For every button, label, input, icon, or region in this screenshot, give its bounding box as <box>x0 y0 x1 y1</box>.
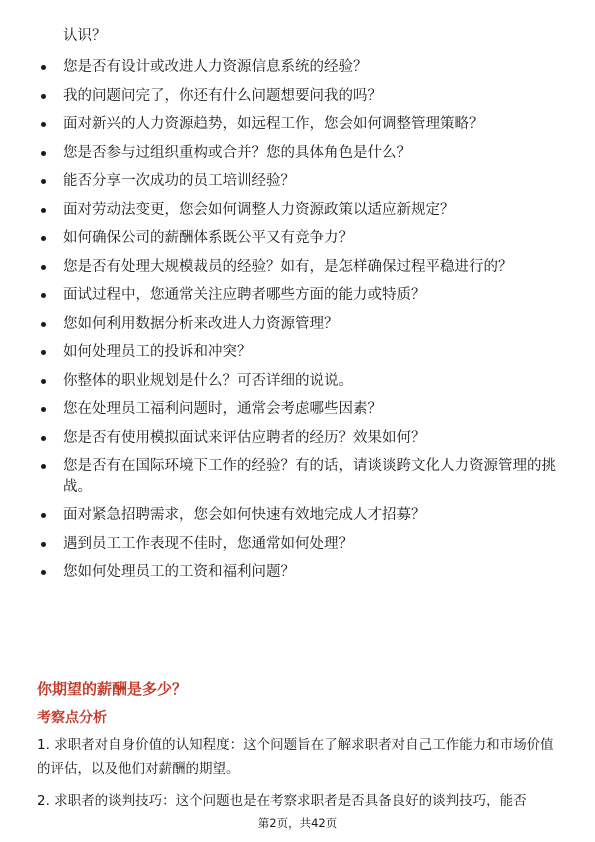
question-text: 您如何利用数据分析来改进人力资源管理？ <box>63 315 339 332</box>
question-list <box>0 57 595 591</box>
bullet-icon <box>41 65 46 70</box>
question-text: 我的问题问完了，你还有什么问题想要问我的吗？ <box>63 87 382 104</box>
bullet-icon <box>41 407 46 412</box>
question-text: 您是否有在国际环境下工作的经验？有的话，请谈谈跨文化人力资源管理的挑战。 <box>63 458 556 495</box>
bullet-icon <box>41 236 46 241</box>
question-text: 面试过程中，您通常关注应聘者哪些方面的能力或特质？ <box>63 287 426 303</box>
question-text: 能否分享一次成功的员工培训经验？ <box>63 173 295 189</box>
analysis-point: 1. 求职者对自身价值的认知程度：这个问题旨在了解求职者对自己工作能力和市场价值的评估，以及他们对薪酬的期望。 <box>37 737 554 777</box>
bullet-icon <box>41 570 46 575</box>
list-item <box>0 428 595 449</box>
question-text: 您如何处理员工的工资和福利问题？ <box>63 564 295 580</box>
list-item <box>0 86 595 107</box>
analysis-title: 考察点分析 <box>37 710 107 726</box>
bullet-icon <box>41 436 46 441</box>
list-item <box>0 57 595 78</box>
bullet-icon <box>41 542 46 547</box>
question-text: 面对紧急招聘需求，您会如何快速有效地完成人才招募？ <box>63 507 426 523</box>
list-item <box>0 285 595 306</box>
list-item <box>0 371 595 392</box>
question-text: 您是否有处理大规模裁员的经验？如有，是怎样确保过程平稳进行的？ <box>63 258 513 275</box>
bullet-icon <box>41 179 46 184</box>
bullet-icon <box>41 94 46 99</box>
question-text: 如何确保公司的薪酬体系既公平又有竞争力？ <box>63 230 353 246</box>
page-footer: 第2页，共42页 <box>257 816 338 830</box>
bullet-icon <box>41 122 46 127</box>
bullet-icon <box>41 513 46 518</box>
list-item <box>0 257 595 278</box>
bullet-icon <box>41 293 46 298</box>
list-item <box>0 399 595 420</box>
section-title: 你期望的薪酬是多少？ <box>37 680 188 698</box>
list-item <box>0 562 595 583</box>
list-item <box>0 342 595 363</box>
list-item <box>0 534 595 555</box>
bullet-icon <box>41 350 46 355</box>
list-item <box>0 114 595 135</box>
list-item <box>0 200 595 221</box>
analysis-point: 2. 求职者的谈判技巧：这个问题也是在考察求职者是否具备良好的谈判技巧，能否 <box>37 793 527 809</box>
bullet-icon <box>41 265 46 270</box>
question-text: 面对新兴的人力资源趋势，如远程工作，您会如何调整管理策略？ <box>63 116 484 132</box>
question-text: 如何处理员工的投诉和冲突？ <box>63 344 252 360</box>
bullet-icon <box>41 208 46 213</box>
question-text: 您是否参与过组织重构或合并？您的具体角色是什么？ <box>63 144 411 161</box>
list-item <box>0 143 595 164</box>
question-text: 面对劳动法变更，您会如何调整人力资源政策以适应新规定？ <box>63 201 455 218</box>
question-text: 您是否有设计或改进人力资源信息系统的经验？ <box>63 59 368 75</box>
list-item <box>0 228 595 249</box>
question-text: 你整体的职业规划是什么？可否详细的说说。 <box>63 372 353 389</box>
bullet-icon <box>41 379 46 384</box>
bullet-icon <box>41 464 46 469</box>
list-item <box>0 314 595 335</box>
list-item <box>0 456 595 497</box>
bullet-icon <box>41 151 46 156</box>
bullet-icon <box>41 322 46 327</box>
list-item <box>0 505 595 526</box>
question-text: 您在处理员工福利问题时，通常会考虑哪些因素？ <box>63 401 382 417</box>
list-item <box>0 171 595 192</box>
question-text: 遇到员工工作表现不佳时，您通常如何处理？ <box>63 535 353 552</box>
question-text: 您是否有使用模拟面试来评估应聘者的经历？效果如何？ <box>63 429 426 446</box>
continued-text: 认识？ <box>63 28 107 44</box>
